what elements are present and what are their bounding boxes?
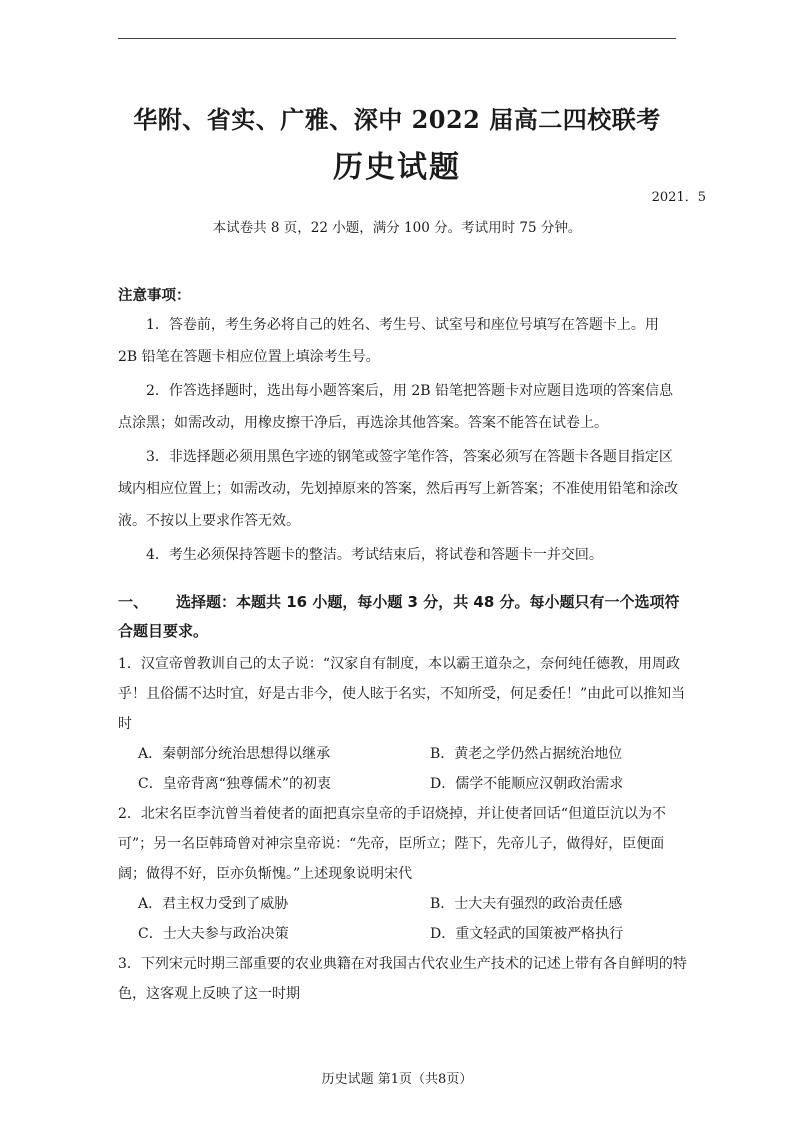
question-options (138, 739, 688, 799)
exam-date: 2021．5 (651, 190, 706, 205)
question-stem: 2．北宋名臣李沆曾当着使者的面把真宗皇帝的手诏烧掉，并让使者回话“但道臣沆以为不可”；另一名臣韩琦曾对神宗皇帝说：“先帝，臣所立；陛下，先帝儿子，做得好，臣便面阔；做得不好，臣亦负惭愧。”上述现象说明宋代 (118, 806, 667, 882)
option-b: B．士大夫有强烈的政治责任感 (430, 896, 623, 912)
notice-item: 2．作答选择题时，选出每小题答案后，用 2B 铅笔把答题卡对应题目选项的答案信息点涂黑；如需改动，用橡皮擦干净后，再选涂其他答案。答案不能答在试卷上。 (118, 383, 674, 431)
question-3 (118, 949, 688, 1009)
exam-info: 本试卷共 8 页，22 小题，满分 100 分。考试用时 75 分钟。 (212, 220, 582, 236)
notice-list (118, 309, 678, 571)
page-footer: 历史试题 第1页（共8页） (321, 1072, 473, 1087)
question-2 (118, 799, 688, 949)
notice-item: 3．非选择题必须用黑色字迹的钢笔或签字笔作答，答案必须写在答题卡各题目指定区域内相应位置上；如需改动，先划掉原来的答案，然后再写上新答案；不准使用铅笔和涂改液。不按以上要求作答无效。 (118, 449, 678, 529)
notice-item: 1．答卷前，考生务必将自己的姓名、考生号、试室号和座位号填写在答题卡上。用 2B 铅笔在答题卡相应位置上填涂考生号。 (118, 317, 659, 365)
notice-title: 注意事项： (118, 288, 191, 304)
question-list (118, 649, 688, 1009)
exam-title: 华附、省实、广雅、深中 2022 届高二四校联考 (133, 105, 661, 134)
option-a: A．秦朝部分统治思想得以继承 (138, 746, 331, 762)
section-text: 选择题：本题共 16 小题，每小题 3 分，共 48 分。每小题只有一个选项符合题目要求。 (118, 593, 680, 640)
section-number: 一、 (118, 593, 149, 611)
section-heading (118, 588, 683, 646)
option-d: D．重文轻武的国策被严格执行 (430, 926, 624, 942)
option-b: B．黄老之学仍然占据统治地位 (430, 746, 623, 762)
option-a: A．君主权力受到了威胁 (138, 896, 289, 912)
question-stem: 1．汉宣帝曾教训自己的太子说：“汉家自有制度，本以霸王道杂之，奈何纯任德教，用周政乎！且俗儒不达时宜，好是古非今，使人眩于名实，不知所受，何足委任！”由此可以推知当时 (118, 656, 686, 732)
question-options (138, 889, 688, 949)
option-c: C．士大夫参与政治决策 (138, 926, 289, 942)
question-stem: 3．下列宋元时期三部重要的农业典籍在对我国古代农业生产技术的记述上带有各自鲜明的特色，这客观上反映了这一时期 (118, 956, 687, 1002)
option-d: D．儒学不能顺应汉朝政治需求 (430, 776, 624, 792)
exam-subtitle: 历史试题 (333, 150, 461, 185)
notice-item: 4．考生必须保持答题卡的整洁。考试结束后，将试卷和答题卡一并交回。 (146, 547, 603, 563)
top-rule (118, 38, 676, 39)
question-1 (118, 649, 688, 799)
option-c: C．皇帝背离“独尊儒术”的初衷 (138, 776, 332, 792)
